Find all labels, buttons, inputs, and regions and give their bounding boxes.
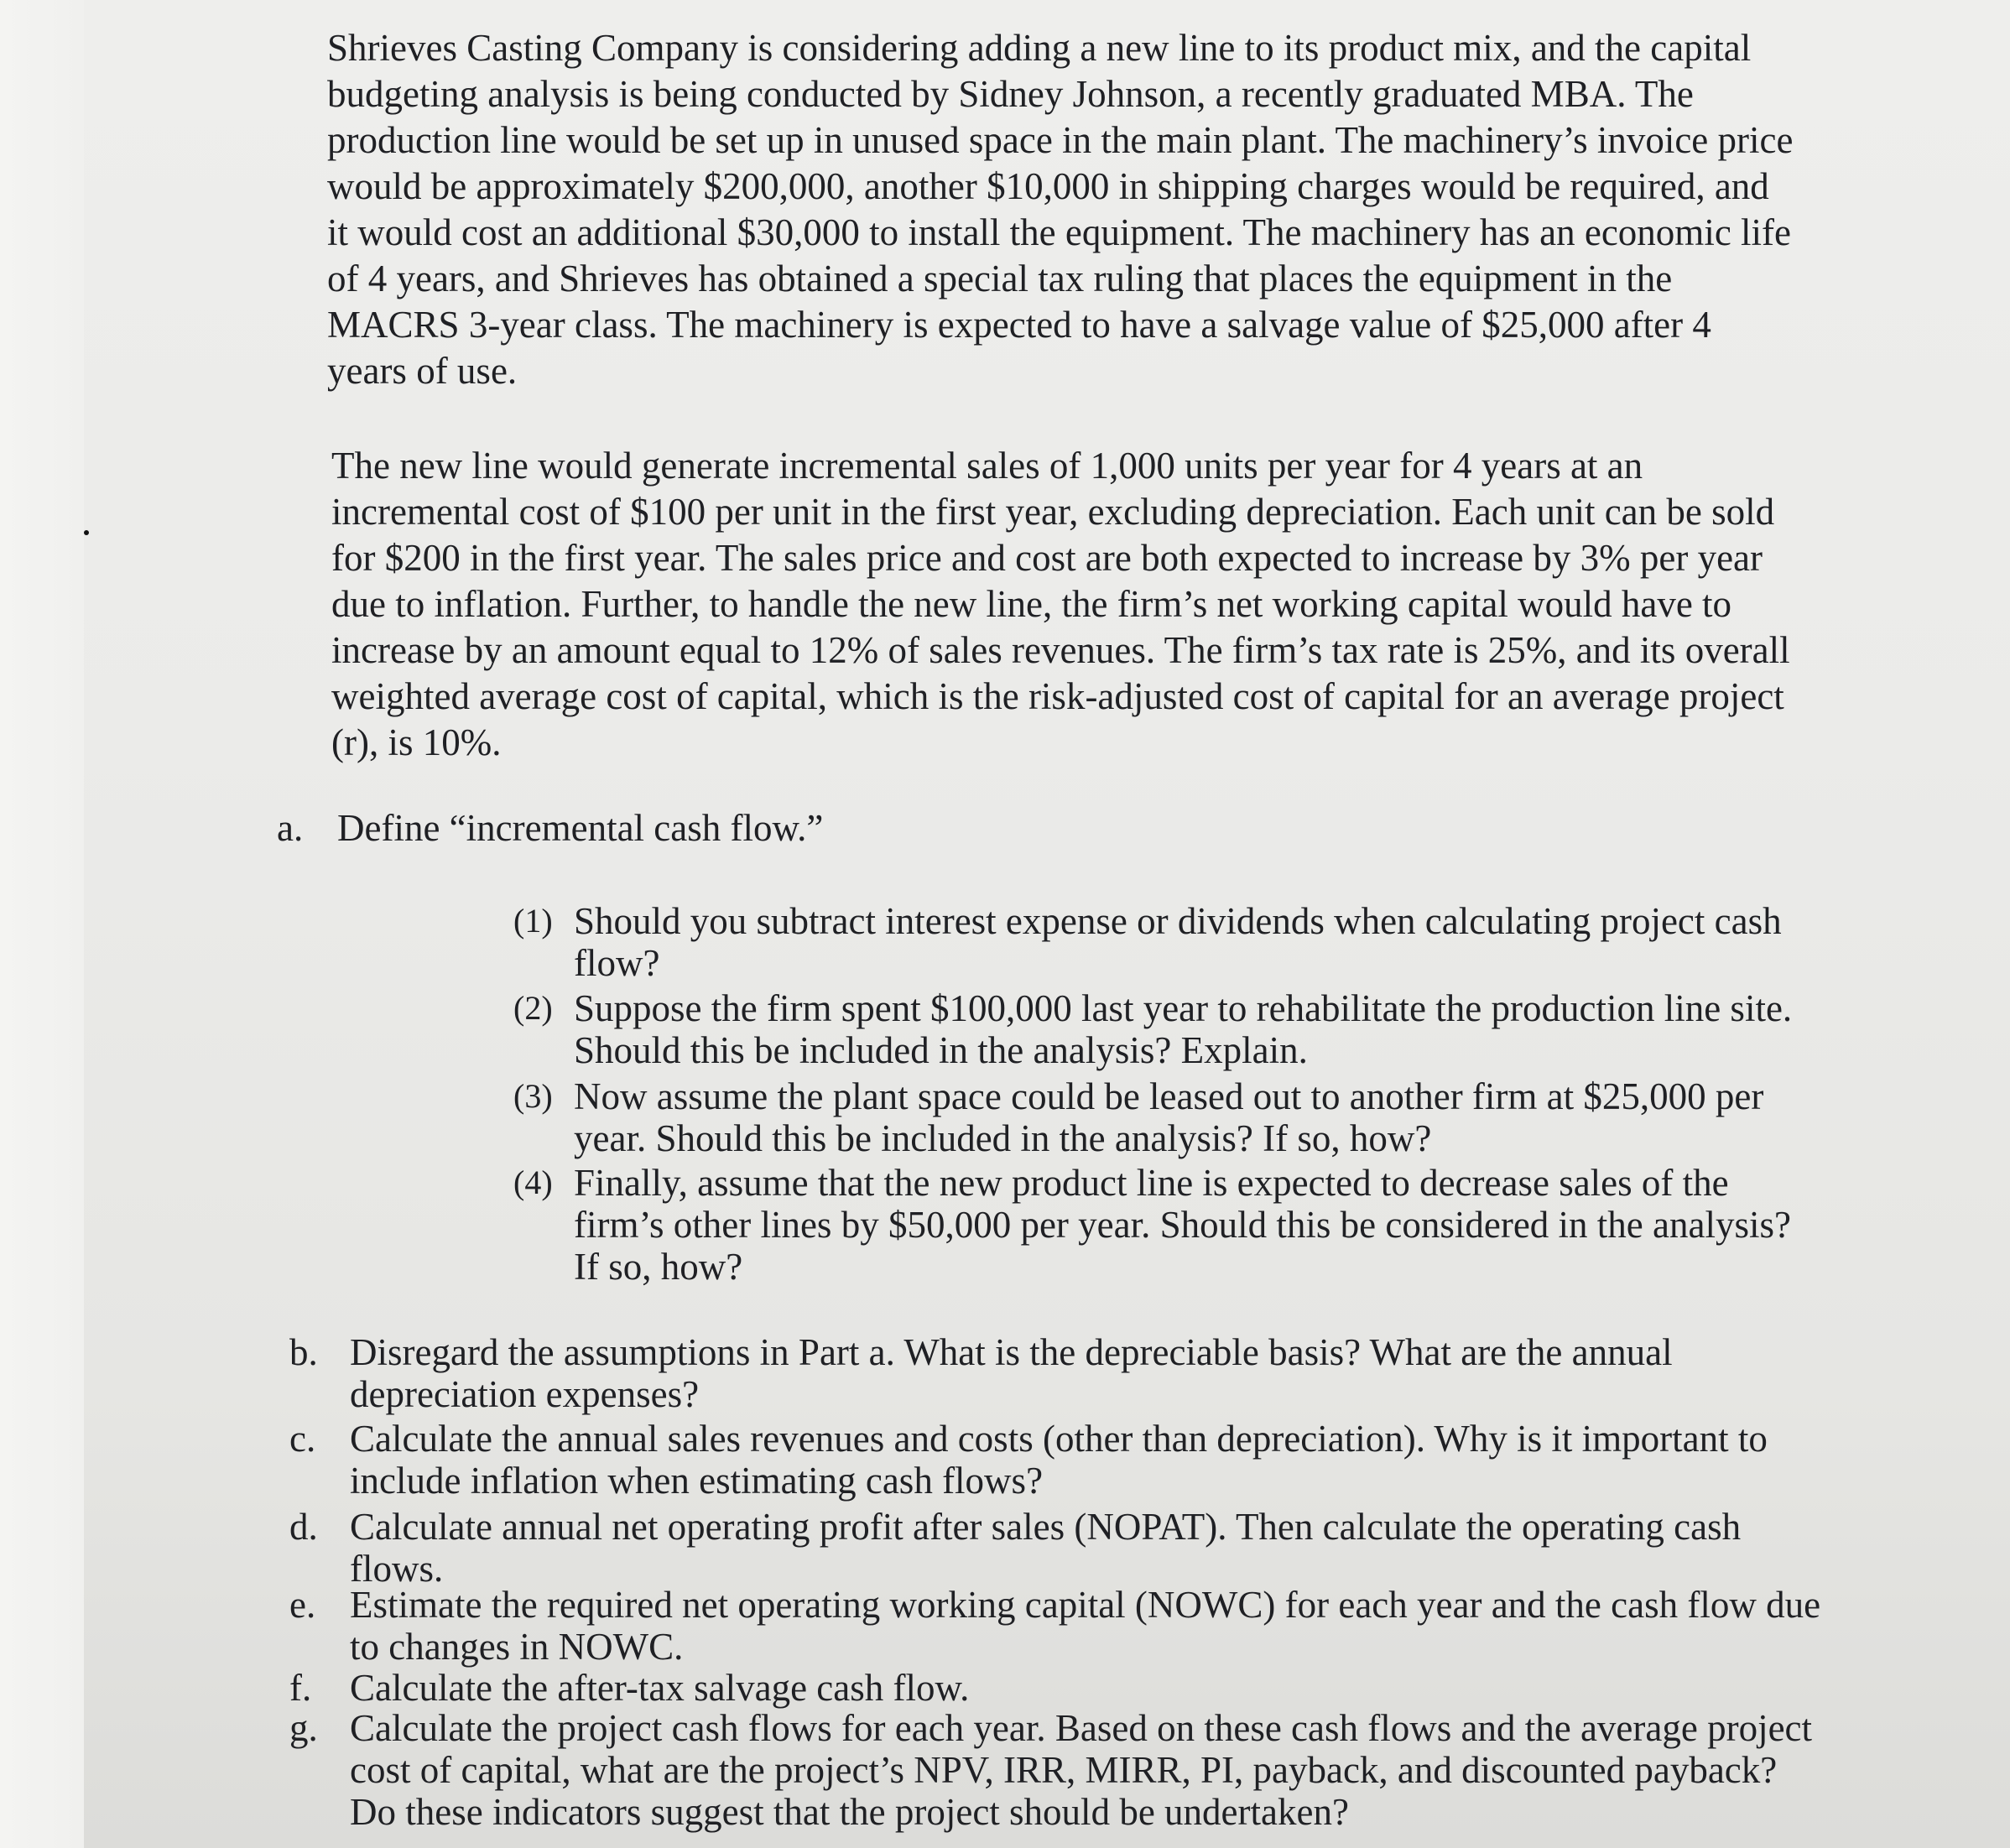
text-line: Disregard the assumptions in Part a. What is the depreciable basis? What are the annual xyxy=(350,1331,1673,1373)
question-label: c. xyxy=(289,1418,316,1460)
text-line: Should you subtract interest expense or dividends when calculating project cash xyxy=(574,900,1782,942)
text-line: Suppose the firm spent $100,000 last year to rehabilitate the production line site. xyxy=(574,987,1793,1029)
text-line: Calculate the project cash flows for each year. Based on these cash flows and the average project xyxy=(350,1707,1813,1749)
question-label: e. xyxy=(289,1584,316,1626)
text-line: Define “incremental cash flow.” xyxy=(337,807,824,849)
text-line: Now assume the plant space could be leased out to another firm at $25,000 per xyxy=(574,1075,1764,1117)
text-line: MACRS 3-year class. The machinery is expected to have a salvage value of $25,000 after 4 xyxy=(327,304,1711,346)
question-label: a. xyxy=(277,807,304,849)
text-line: cost of capital, what are the project’s NPV, IRR, MIRR, PI, payback, and discounted payback? xyxy=(350,1749,1778,1791)
text-line: If so, how? xyxy=(574,1246,743,1288)
problem-paragraph-1 xyxy=(327,25,1793,394)
text-line: budgeting analysis is being conducted by Sidney Johnson, a recently graduated MBA. The xyxy=(327,73,1694,115)
text-line: Calculate the after-tax salvage cash flow. xyxy=(350,1667,970,1709)
question-label: b. xyxy=(289,1331,318,1373)
text-line: for $200 in the first year. The sales price and cost are both expected to increase by 3% per year xyxy=(331,537,1763,579)
text-line: to changes in NOWC. xyxy=(350,1626,684,1668)
text-line: Estimate the required net operating working capital (NOWC) for each year and the cash flow due xyxy=(350,1584,1821,1626)
text-line: Calculate the annual sales revenues and costs (other than depreciation). Why is it important to xyxy=(350,1418,1768,1460)
text-line: of 4 years, and Shrieves has obtained a special tax ruling that places the equipment in the xyxy=(327,258,1673,299)
text-line: (r), is 10%. xyxy=(331,721,502,763)
sub-question-text xyxy=(574,987,1792,1071)
sub-question-label: (2) xyxy=(513,989,553,1027)
question-label: g. xyxy=(289,1707,318,1749)
text-line: Finally, assume that the new product line is expected to decrease sales of the xyxy=(574,1162,1729,1204)
text-line: The new line would generate incremental sales of 1,000 units per year for 4 years at an xyxy=(331,445,1643,487)
text-line: would be approximately $200,000, another $10,000 in shipping charges would be required, and xyxy=(327,165,1769,207)
text-line: year. Should this be included in the analysis? If so, how? xyxy=(574,1117,1432,1159)
sub-question-label: (3) xyxy=(513,1077,553,1115)
text-line: Do these indicators suggest that the project should be undertaken? xyxy=(350,1791,1349,1833)
text-line: firm’s other lines by $50,000 per year. Should this be considered in the analysis? xyxy=(574,1204,1791,1246)
sub-question-text xyxy=(574,1075,1763,1159)
sub-question-text xyxy=(574,1162,1791,1288)
question-text xyxy=(337,807,823,849)
margin-dot xyxy=(84,530,89,535)
text-line: due to inflation. Further, to handle the new line, the firm’s net working capital would have to xyxy=(331,583,1732,625)
text-line: Should this be included in the analysis? Explain. xyxy=(574,1029,1308,1071)
text-line: Calculate annual net operating profit after sales (NOPAT). Then calculate the operating cash xyxy=(350,1506,1742,1548)
question-label: f. xyxy=(289,1667,312,1709)
text-line: Shrieves Casting Company is considering adding a new line to its product mix, and the capital xyxy=(327,27,1752,69)
sub-question-text xyxy=(574,900,1782,984)
question-text xyxy=(350,1667,969,1709)
sub-question-label: (4) xyxy=(513,1163,553,1201)
question-text xyxy=(350,1506,1741,1590)
question-text xyxy=(350,1331,1673,1415)
sub-question-label: (1) xyxy=(513,902,553,940)
question-text xyxy=(350,1584,1820,1668)
text-line: increase by an amount equal to 12% of sales revenues. The firm’s tax rate is 25%, and its overall xyxy=(331,629,1790,671)
text-line: include inflation when estimating cash flows? xyxy=(350,1460,1044,1502)
text-line: flows. xyxy=(350,1548,444,1590)
text-line: incremental cost of $100 per unit in the first year, excluding depreciation. Each unit can be sold xyxy=(331,491,1775,533)
text-line: flow? xyxy=(574,942,660,984)
text-line: depreciation expenses? xyxy=(350,1373,700,1415)
question-label: d. xyxy=(289,1506,318,1548)
problem-paragraph-2 xyxy=(331,443,1790,766)
question-text xyxy=(350,1418,1768,1502)
text-line: years of use. xyxy=(327,350,518,392)
text-line: production line would be set up in unused space in the main plant. The machinery’s invoice price xyxy=(327,119,1794,161)
text-line: it would cost an additional $30,000 to install the equipment. The machinery has an economic life xyxy=(327,211,1792,253)
question-text xyxy=(350,1707,1812,1833)
page-margin xyxy=(0,0,84,1848)
text-line: weighted average cost of capital, which is the risk-adjusted cost of capital for an average project xyxy=(331,675,1784,717)
